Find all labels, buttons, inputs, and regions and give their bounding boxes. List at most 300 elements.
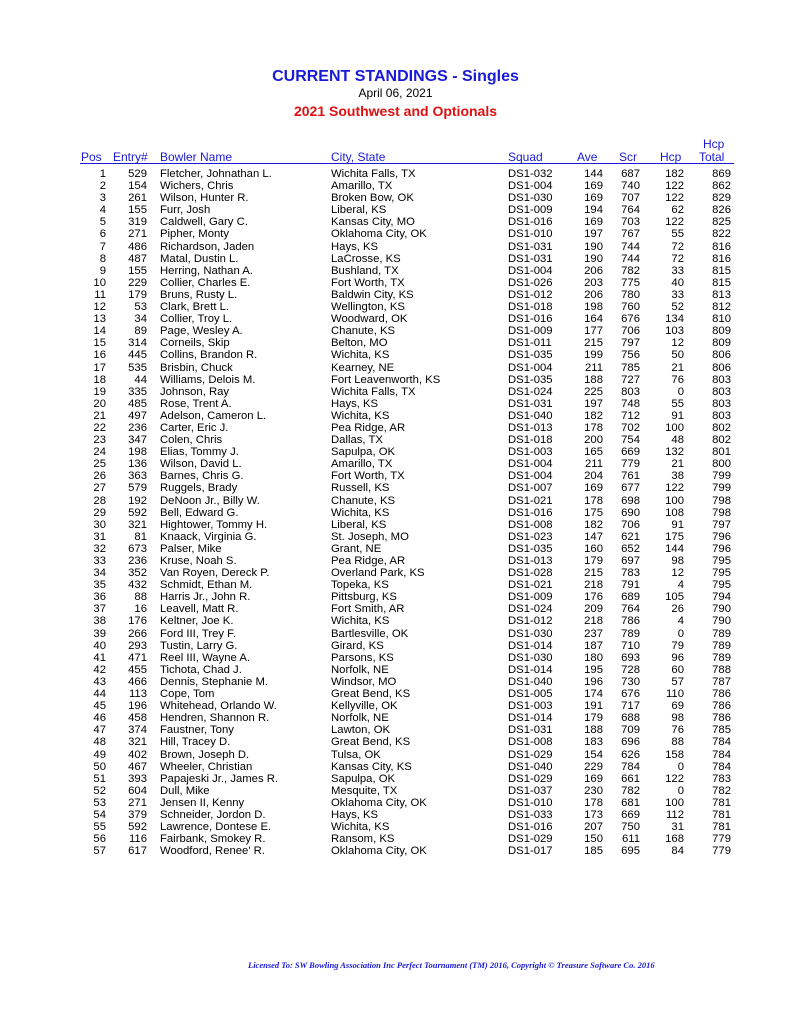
- cell-pos: 34: [93, 567, 106, 580]
- cell-squad: DS1-026: [508, 276, 553, 289]
- cell-entry: 529: [128, 168, 147, 180]
- cell-entry: 271: [128, 228, 147, 241]
- cell-entry: 321: [128, 518, 147, 531]
- cell-average: 190: [584, 240, 603, 253]
- cell-handicap: 33: [671, 288, 684, 301]
- cell-entry: 321: [128, 736, 147, 749]
- cell-squad: DS1-016: [508, 821, 553, 834]
- cell-bowler-name: Schneider, Jordon D.: [160, 808, 266, 821]
- cell-city-state: Great Bend, KS: [331, 688, 411, 701]
- event-name: 2021 Southwest and Optionals: [293, 103, 498, 119]
- cell-city-state: Topeka, KS: [331, 579, 389, 592]
- cell-hcp-total: 796: [712, 530, 731, 543]
- cell-city-state: Liberal, KS: [331, 204, 387, 217]
- cell-bowler-name: Collier, Charles E.: [160, 276, 251, 289]
- cell-average: 154: [584, 748, 603, 761]
- cell-handicap: 69: [671, 700, 684, 713]
- cell-handicap: 4: [677, 615, 684, 628]
- table-row: [0, 821, 791, 833]
- cell-scratch: 611: [621, 833, 640, 846]
- cell-entry: 379: [128, 808, 147, 821]
- cell-city-state: Oklahoma City, OK: [331, 228, 427, 241]
- cell-bowler-name: Caldwell, Gary C.: [160, 216, 248, 229]
- cell-bowler-name: Jensen II, Kenny: [160, 796, 245, 809]
- cell-average: 164: [584, 313, 603, 326]
- cell-average: 230: [584, 784, 603, 797]
- cell-average: 177: [584, 325, 603, 338]
- cell-bowler-name: Brisbin, Chuck: [160, 361, 233, 374]
- cell-average: 178: [584, 494, 603, 507]
- cell-entry: 271: [128, 796, 147, 809]
- cell-squad: DS1-004: [508, 361, 553, 374]
- cell-scratch: 782: [621, 264, 640, 277]
- cell-squad: DS1-030: [508, 651, 553, 664]
- cell-average: 229: [584, 760, 603, 773]
- cell-city-state: Fort Worth, TX: [331, 276, 405, 289]
- cell-pos: 4: [99, 204, 106, 217]
- cell-squad: DS1-004: [508, 470, 553, 483]
- cell-bowler-name: Wheeler, Christian: [160, 760, 253, 773]
- table-row: [0, 845, 791, 857]
- cell-handicap: 96: [671, 651, 684, 664]
- cell-handicap: 55: [671, 397, 684, 410]
- cell-average: 197: [584, 228, 603, 241]
- cell-city-state: Fort Smith, AR: [331, 603, 405, 616]
- table-row: [0, 531, 791, 543]
- table-row: [0, 833, 791, 845]
- cell-pos: 46: [93, 712, 106, 725]
- cell-hcp-total: 802: [712, 434, 731, 447]
- cell-handicap: 0: [677, 784, 684, 797]
- cell-hcp-total: 802: [712, 421, 731, 434]
- cell-hcp-total: 781: [712, 821, 731, 834]
- cell-entry: 266: [128, 627, 147, 640]
- cell-average: 198: [584, 301, 603, 314]
- cell-entry: 579: [128, 482, 147, 495]
- cell-average: 182: [584, 518, 603, 531]
- cell-bowler-name: Hendren, Shannon R.: [160, 712, 270, 725]
- cell-hcp-total: 815: [712, 264, 731, 277]
- cell-bowler-name: Bell, Edward G.: [160, 506, 239, 519]
- cell-pos: 39: [93, 627, 106, 640]
- cell-squad: DS1-037: [508, 784, 553, 797]
- cell-city-state: Oklahoma City, OK: [331, 845, 427, 858]
- cell-handicap: 134: [665, 313, 684, 326]
- cell-average: 180: [584, 651, 603, 664]
- cell-handicap: 175: [665, 530, 684, 543]
- cell-average: 190: [584, 252, 603, 265]
- cell-entry: 347: [128, 434, 147, 447]
- cell-bowler-name: Lawrence, Dontese E.: [160, 821, 272, 834]
- cell-pos: 49: [93, 748, 106, 761]
- cell-squad: DS1-021: [508, 494, 553, 507]
- cell-city-state: LaCrosse, KS: [331, 252, 401, 265]
- cell-scratch: 740: [621, 180, 640, 193]
- cell-entry: 229: [128, 276, 147, 289]
- cell-handicap: 84: [671, 845, 684, 858]
- cell-pos: 15: [93, 337, 106, 350]
- cell-handicap: 158: [665, 748, 684, 761]
- cell-squad: DS1-017: [508, 845, 553, 858]
- cell-scratch: 767: [621, 228, 640, 241]
- table-row: [0, 785, 791, 797]
- cell-hcp-total: 801: [712, 446, 731, 459]
- cell-average: 194: [584, 204, 603, 217]
- cell-bowler-name: Page, Wesley A.: [160, 325, 243, 338]
- col-header-hcp-total-bottom: Total: [699, 150, 725, 164]
- cell-squad: DS1-005: [508, 688, 553, 701]
- cell-hcp-total: 788: [712, 663, 731, 676]
- cell-average: 209: [584, 603, 603, 616]
- cell-city-state: Wichita, KS: [331, 615, 390, 628]
- cell-squad: DS1-009: [508, 204, 553, 217]
- cell-handicap: 122: [665, 482, 684, 495]
- cell-entry: 535: [128, 361, 147, 374]
- cell-entry: 617: [128, 845, 147, 858]
- cell-city-state: Dallas, TX: [331, 434, 383, 447]
- col-header-hcp: Hcp: [660, 150, 682, 164]
- cell-bowler-name: Furr, Josh: [160, 204, 211, 217]
- cell-handicap: 50: [671, 349, 684, 362]
- cell-city-state: Chanute, KS: [331, 325, 396, 338]
- cell-handicap: 144: [665, 542, 684, 555]
- cell-handicap: 0: [677, 627, 684, 640]
- cell-handicap: 12: [671, 567, 684, 580]
- cell-bowler-name: Kruse, Noah S.: [160, 555, 237, 567]
- cell-bowler-name: Fletcher, Johnathan L.: [160, 168, 272, 180]
- cell-bowler-name: Tustin, Larry G.: [160, 639, 238, 652]
- cell-scratch: 698: [621, 494, 640, 507]
- cell-hcp-total: 862: [712, 180, 731, 193]
- cell-city-state: Amarillo, TX: [331, 180, 393, 193]
- cell-city-state: Amarillo, TX: [331, 458, 393, 471]
- cell-scratch: 652: [621, 542, 640, 555]
- cell-scratch: 693: [621, 651, 640, 664]
- cell-pos: 9: [99, 264, 106, 277]
- cell-city-state: Wellington, KS: [331, 301, 405, 314]
- cell-entry: 374: [128, 724, 147, 737]
- cell-city-state: Lawton, OK: [331, 724, 391, 737]
- cell-entry: 445: [128, 349, 147, 362]
- table-row: [0, 628, 791, 640]
- cell-handicap: 122: [665, 772, 684, 785]
- cell-average: 183: [584, 736, 603, 749]
- cell-entry: 155: [128, 204, 147, 217]
- cell-hcp-total: 809: [712, 325, 731, 338]
- cell-city-state: Bartlesville, OK: [331, 627, 409, 640]
- cell-scratch: 754: [621, 434, 640, 447]
- table-row: [0, 362, 791, 374]
- cell-handicap: 62: [671, 204, 684, 217]
- cell-hcp-total: 803: [712, 397, 731, 410]
- table-row: [0, 809, 791, 821]
- cell-hcp-total: 829: [712, 192, 731, 205]
- table-row: [0, 349, 791, 361]
- table-row: [0, 422, 791, 434]
- cell-entry: 293: [128, 639, 147, 652]
- cell-squad: DS1-021: [508, 579, 553, 592]
- cell-scratch: 710: [621, 639, 640, 652]
- page-title: CURRENT STANDINGS - Singles: [272, 68, 519, 85]
- cell-scratch: 689: [621, 591, 640, 604]
- cell-handicap: 38: [671, 470, 684, 483]
- cell-entry: 116: [128, 833, 147, 846]
- table-row: [0, 241, 791, 253]
- cell-average: 179: [584, 555, 603, 567]
- cell-city-state: Russell, KS: [331, 482, 390, 495]
- cell-pos: 55: [93, 821, 106, 834]
- cell-entry: 487: [128, 252, 147, 265]
- cell-scratch: 730: [621, 675, 640, 688]
- cell-pos: 16: [93, 349, 106, 362]
- cell-pos: 19: [93, 385, 106, 398]
- cell-hcp-total: 786: [712, 712, 731, 725]
- cell-pos: 6: [99, 228, 106, 241]
- table-row: [0, 797, 791, 809]
- cell-entry: 402: [128, 748, 147, 761]
- cell-squad: DS1-014: [508, 663, 553, 676]
- cell-hcp-total: 786: [712, 700, 731, 713]
- table-row: [0, 543, 791, 555]
- cell-city-state: Mesquite, TX: [331, 784, 398, 797]
- cell-entry: 192: [128, 494, 147, 507]
- table-row: [0, 555, 791, 567]
- cell-entry: 466: [128, 675, 147, 688]
- table-row: [0, 482, 791, 494]
- cell-handicap: 76: [671, 373, 684, 386]
- cell-handicap: 4: [677, 579, 684, 592]
- cell-squad: DS1-024: [508, 603, 553, 616]
- cell-squad: DS1-028: [508, 567, 553, 580]
- cell-hcp-total: 815: [712, 276, 731, 289]
- cell-squad: DS1-030: [508, 627, 553, 640]
- table-row: [0, 652, 791, 664]
- cell-bowler-name: Wilson, Hunter R.: [160, 192, 249, 205]
- cell-squad: DS1-004: [508, 180, 553, 193]
- cell-hcp-total: 813: [712, 288, 731, 301]
- cell-average: 185: [584, 845, 603, 858]
- cell-scratch: 744: [621, 252, 640, 265]
- cell-bowler-name: Fairbank, Smokey R.: [160, 833, 266, 846]
- cell-scratch: 789: [621, 627, 640, 640]
- table-row: [0, 410, 791, 422]
- table-row: [0, 204, 791, 216]
- cell-handicap: 52: [671, 301, 684, 314]
- cell-average: 178: [584, 796, 603, 809]
- cell-squad: DS1-023: [508, 530, 553, 543]
- cell-hcp-total: 795: [712, 579, 731, 592]
- cell-pos: 2: [99, 180, 106, 193]
- cell-average: 165: [584, 446, 603, 459]
- cell-city-state: Bushland, TX: [331, 264, 399, 277]
- cell-squad: DS1-033: [508, 808, 553, 821]
- cell-squad: DS1-030: [508, 192, 553, 205]
- cell-scratch: 669: [621, 446, 640, 459]
- cell-city-state: Grant, NE: [331, 542, 382, 555]
- cell-scratch: 702: [621, 421, 640, 434]
- cell-average: 147: [584, 530, 603, 543]
- cell-entry: 261: [128, 192, 147, 205]
- cell-squad: DS1-024: [508, 385, 553, 398]
- cell-pos: 26: [93, 470, 106, 483]
- cell-squad: DS1-008: [508, 736, 553, 749]
- cell-squad: DS1-014: [508, 712, 553, 725]
- cell-handicap: 57: [671, 675, 684, 688]
- cell-city-state: Fort Leavenworth, KS: [331, 373, 441, 386]
- cell-bowler-name: Elias, Tommy J.: [160, 446, 239, 459]
- table-row: [0, 761, 791, 773]
- col-header-hcp-total-top: Hcp: [703, 137, 725, 151]
- cell-hcp-total: 795: [712, 555, 731, 567]
- cell-bowler-name: Hightower, Tommy H.: [160, 518, 268, 531]
- cell-scratch: 780: [621, 288, 640, 301]
- cell-bowler-name: Williams, Delois M.: [160, 373, 256, 386]
- cell-city-state: Pittsburg, KS: [331, 591, 397, 604]
- cell-hcp-total: 794: [712, 591, 731, 604]
- cell-entry: 486: [128, 240, 147, 253]
- cell-squad: DS1-013: [508, 421, 553, 434]
- cell-handicap: 105: [665, 591, 684, 604]
- table-row: [0, 519, 791, 531]
- cell-handicap: 76: [671, 724, 684, 737]
- cell-city-state: Woodward, OK: [331, 313, 408, 326]
- cell-pos: 42: [93, 663, 106, 676]
- cell-average: 179: [584, 712, 603, 725]
- cell-average: 195: [584, 663, 603, 676]
- cell-average: 200: [584, 434, 603, 447]
- cell-average: 188: [584, 373, 603, 386]
- cell-hcp-total: 790: [712, 615, 731, 628]
- cell-hcp-total: 798: [712, 506, 731, 519]
- cell-scratch: 697: [621, 555, 640, 567]
- cell-handicap: 110: [665, 688, 684, 701]
- cell-hcp-total: 786: [712, 688, 731, 701]
- table-row: [0, 507, 791, 519]
- cell-handicap: 60: [671, 663, 684, 676]
- cell-entry: 363: [128, 470, 147, 483]
- cell-city-state: Pea Ridge, AR: [331, 555, 406, 567]
- cell-scratch: 688: [621, 712, 640, 725]
- cell-bowler-name: Cope, Tom: [160, 688, 215, 701]
- table-row: [0, 640, 791, 652]
- cell-scratch: 621: [621, 530, 640, 543]
- cell-squad: DS1-016: [508, 506, 553, 519]
- cell-entry: 88: [134, 591, 147, 604]
- table-row: [0, 216, 791, 228]
- cell-handicap: 103: [665, 325, 684, 338]
- cell-average: 207: [584, 821, 603, 834]
- cell-scratch: 784: [621, 760, 640, 773]
- cell-average: 150: [584, 833, 603, 846]
- table-row: [0, 664, 791, 676]
- cell-hcp-total: 789: [712, 627, 731, 640]
- cell-squad: DS1-004: [508, 264, 553, 277]
- cell-pos: 44: [93, 688, 106, 701]
- cell-average: 173: [584, 808, 603, 821]
- cell-city-state: Kellyville, OK: [331, 700, 398, 713]
- cell-city-state: Hays, KS: [331, 397, 379, 410]
- cell-entry: 455: [128, 663, 147, 676]
- cell-hcp-total: 784: [712, 736, 731, 749]
- cell-entry: 236: [128, 555, 147, 567]
- cell-bowler-name: Hill, Tracey D.: [160, 736, 231, 749]
- table-row: [0, 615, 791, 627]
- cell-city-state: Oklahoma City, OK: [331, 796, 427, 809]
- cell-pos: 12: [93, 301, 106, 314]
- cell-handicap: 72: [671, 252, 684, 265]
- cell-squad: DS1-014: [508, 639, 553, 652]
- table-row: [0, 168, 791, 180]
- col-header-squad: Squad: [508, 150, 543, 164]
- cell-pos: 45: [93, 700, 106, 713]
- cell-pos: 11: [94, 288, 106, 301]
- cell-handicap: 122: [665, 216, 684, 229]
- license-footer: Licensed To: SW Bowling Association Inc Perfect Tournament (TM) 2016, Copyright © Treasure Software Co. 2016: [248, 960, 655, 970]
- cell-handicap: 21: [671, 361, 684, 374]
- cell-squad: DS1-018: [508, 301, 553, 314]
- cell-handicap: 122: [665, 192, 684, 205]
- cell-average: 218: [584, 579, 603, 592]
- cell-city-state: Pea Ridge, AR: [331, 421, 406, 434]
- cell-squad: DS1-013: [508, 555, 553, 567]
- table-row: [0, 253, 791, 265]
- cell-entry: 471: [128, 651, 147, 664]
- cell-handicap: 91: [671, 409, 684, 422]
- cell-bowler-name: Adelson, Cameron L.: [160, 409, 267, 422]
- cell-average: 144: [584, 168, 603, 180]
- cell-pos: 10: [93, 276, 106, 289]
- table-row: [0, 567, 791, 579]
- cell-average: 169: [584, 180, 603, 193]
- cell-city-state: Norfolk, NE: [331, 663, 389, 676]
- cell-scratch: 803: [621, 385, 640, 398]
- cell-pos: 35: [93, 579, 106, 592]
- cell-handicap: 0: [677, 760, 684, 773]
- cell-city-state: Wichita, KS: [331, 409, 390, 422]
- cell-squad: DS1-003: [508, 446, 553, 459]
- cell-average: 204: [584, 470, 603, 483]
- cell-bowler-name: Collins, Brandon R.: [160, 349, 258, 362]
- cell-hcp-total: 869: [712, 168, 731, 180]
- cell-squad: DS1-031: [508, 252, 553, 265]
- cell-entry: 179: [128, 288, 147, 301]
- cell-hcp-total: 798: [712, 494, 731, 507]
- cell-average: 211: [584, 361, 603, 374]
- cell-average: 187: [584, 639, 603, 652]
- table-row: [0, 676, 791, 688]
- header-divider: [80, 163, 734, 164]
- cell-handicap: 122: [665, 180, 684, 193]
- cell-scratch: 706: [621, 325, 640, 338]
- cell-average: 178: [584, 421, 603, 434]
- cell-scratch: 712: [621, 409, 640, 422]
- cell-entry: 44: [134, 373, 147, 386]
- cell-scratch: 626: [621, 748, 640, 761]
- table-row: [0, 773, 791, 785]
- table-row: [0, 700, 791, 712]
- cell-handicap: 55: [671, 228, 684, 241]
- cell-scratch: 791: [621, 579, 640, 592]
- cell-hcp-total: 806: [712, 349, 731, 362]
- cell-bowler-name: Faustner, Tony: [160, 724, 234, 737]
- cell-average: 169: [584, 772, 603, 785]
- cell-scratch: 717: [621, 700, 640, 713]
- cell-city-state: St. Joseph, MO: [331, 530, 409, 543]
- cell-pos: 29: [93, 506, 106, 519]
- cell-pos: 14: [93, 325, 106, 338]
- cell-city-state: Wichita, KS: [331, 506, 390, 519]
- table-row: [0, 446, 791, 458]
